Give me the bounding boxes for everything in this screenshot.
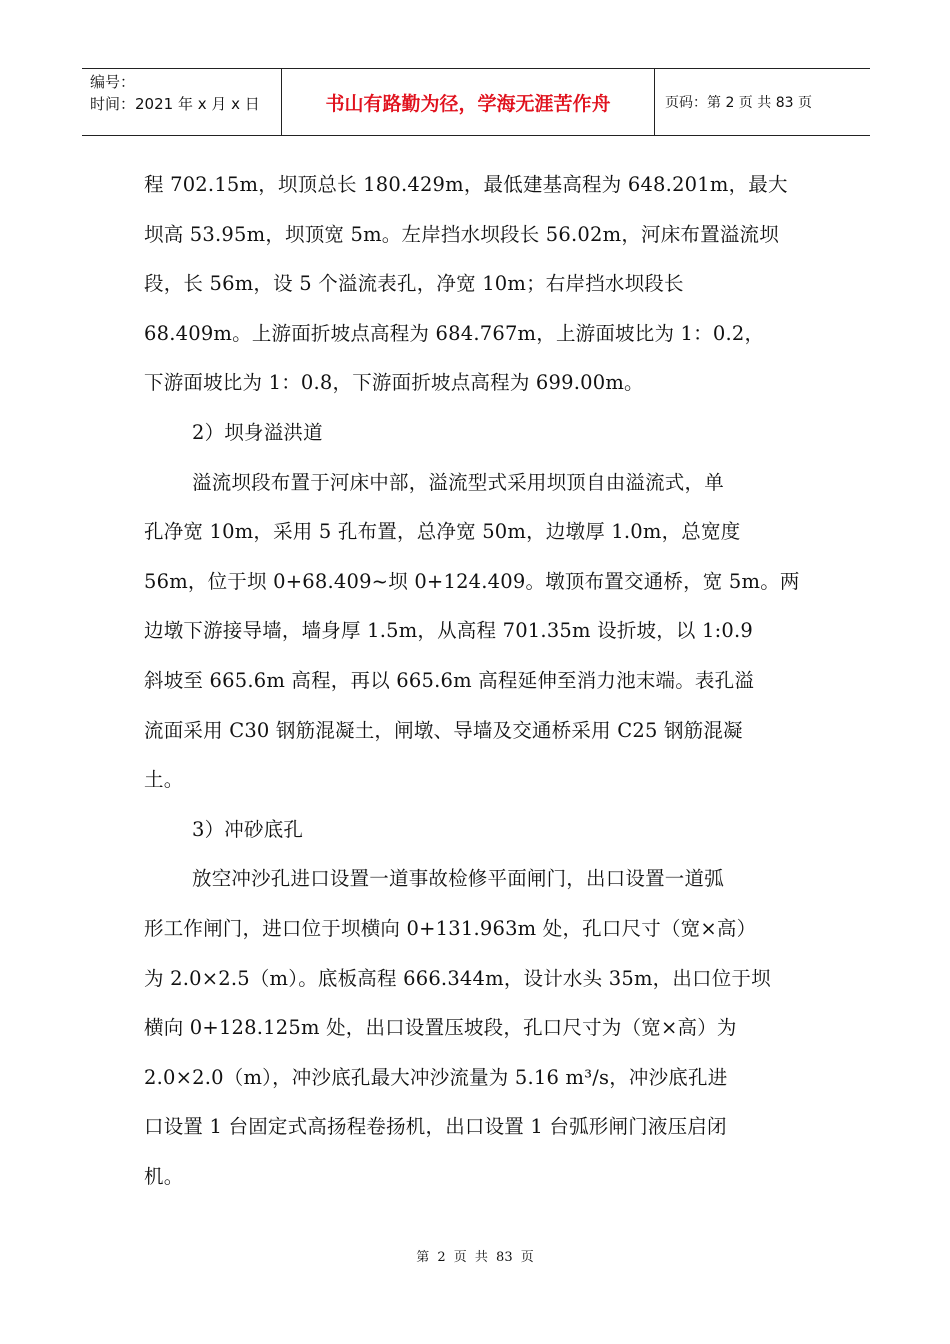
body-text-line: 56m，位于坝 0+68.409~坝 0+124.409。墩顶布置交通桥，宽 5m。两 — [144, 569, 800, 593]
header-meta — [82, 69, 282, 135]
body-text-line: 斜坡至 665.6m 高程，再以 665.6m 高程延伸至消力池末端。表孔溢 — [144, 668, 755, 692]
document-body — [144, 160, 810, 1201]
doc-number-label: 编号： — [90, 73, 136, 91]
body-text-line: 流面采用 C30 钢筋混凝土，闸墩、导墙及交通桥采用 C25 钢筋混凝 — [144, 718, 743, 742]
body-text-line: 68.409m。上游面折坡点高程为 684.767m，上游面坡比为 1：0.2， — [144, 321, 765, 345]
body-text-line: 机。 — [144, 1164, 184, 1188]
body-text-line: 为 2.0×2.5（m）。底板高程 666.344m，设计水头 35m，出口位于坝 — [144, 966, 771, 990]
body-text-line: 溢流坝段布置于河床中部，溢流型式采用坝顶自由溢流式，单 — [192, 470, 724, 494]
body-text-line: 2.0×2.0（m），冲沙底孔最大冲沙流量为 5.16 m³/s，冲沙底孔进 — [144, 1065, 728, 1089]
body-text-line: 孔净宽 10m，采用 5 孔布置，总净宽 50m，边墩厚 1.0m，总宽度 — [144, 520, 741, 544]
body-text-line: 2）坝身溢洪道 — [192, 420, 323, 444]
body-text-line: 坝高 53.95m，坝顶宽 5m。左岸挡水坝段长 56.02m，河床布置溢流坝 — [144, 222, 779, 246]
page-footer: 第 2 页 共 83 页 — [416, 1250, 534, 1265]
body-text-line: 下游面坡比为 1：0.8，下游面折坡点高程为 699.00m。 — [144, 371, 644, 395]
body-text-line: 段，长 56m，设 5 个溢流表孔，净宽 10m；右岸挡水坝段长 — [144, 272, 684, 296]
body-text-line: 3）冲砂底孔 — [192, 817, 304, 841]
body-text-line: 土。 — [144, 768, 184, 792]
body-text-line: 边墩下游接导墙，墙身厚 1.5m，从高程 701.35m 设折坡，以 1:0.9 — [144, 619, 754, 643]
body-text-line: 口设置 1 台固定式高扬程卷扬机，出口设置 1 台弧形闸门液压启闭 — [144, 1115, 727, 1139]
body-text-line: 放空冲沙孔进口设置一道事故检修平面闸门，出口设置一道弧 — [192, 867, 724, 891]
header-page-info: 页码：第 2 页 共 83 页 — [665, 95, 812, 111]
header-motto: 书山有路勤为径，学海无涯苦作舟 — [282, 69, 655, 135]
body-text-line: 横向 0+128.125m 处，出口设置压坡段，孔口尺寸为（宽×高）为 — [144, 1016, 737, 1040]
body-text-line: 形工作闸门，进口位于坝横向 0+131.963m 处，孔口尺寸（宽×高） — [144, 916, 757, 940]
page-header — [82, 68, 870, 136]
doc-time-label: 时间：2021 年 x 月 x 日 — [90, 95, 260, 113]
body-text-line: 程 702.15m，坝顶总长 180.429m，最低建基高程为 648.201m，最大 — [144, 173, 788, 196]
